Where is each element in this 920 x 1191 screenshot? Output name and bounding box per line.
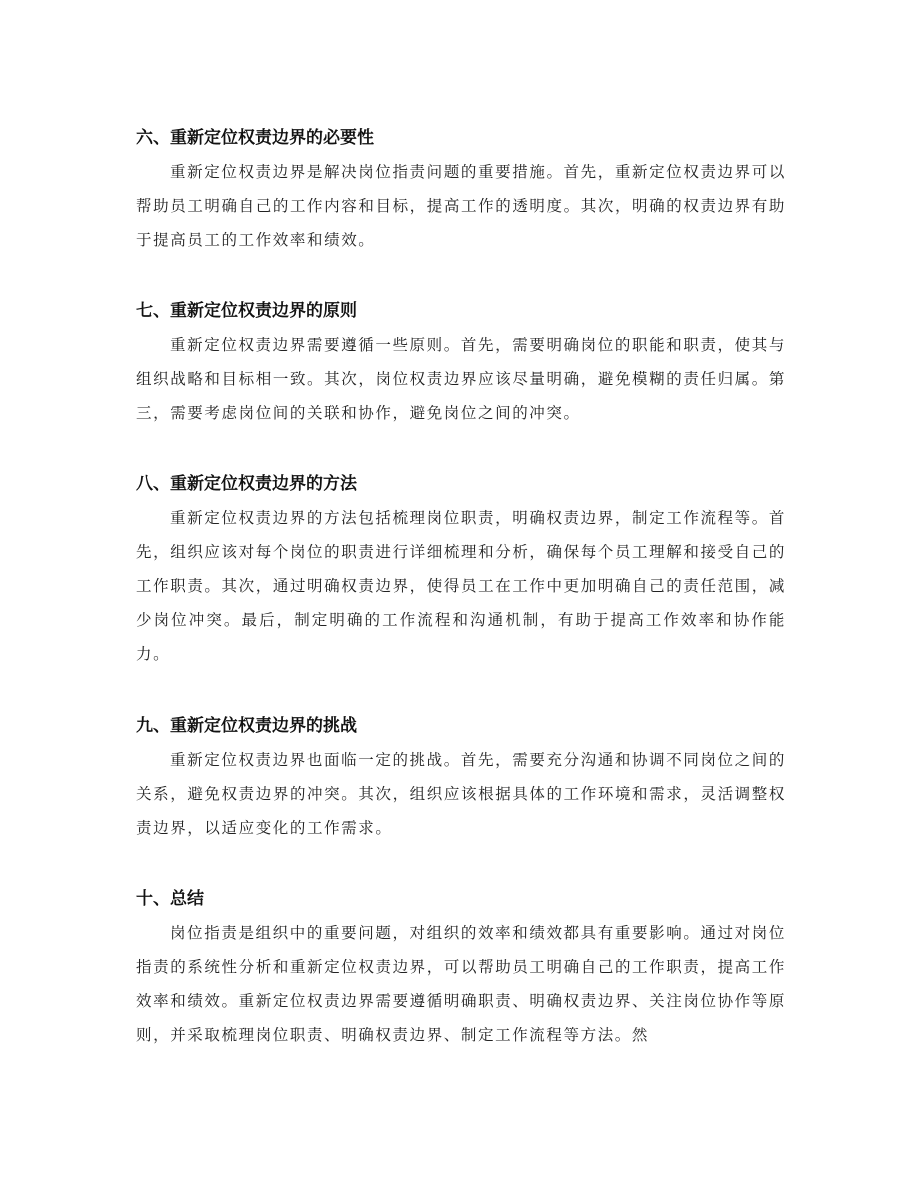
section-9-heading: 九、重新定位权责边界的挑战 bbox=[136, 716, 357, 737]
section-9-paragraph: 重新定位权责边界也面临一定的挑战。首先，需要充分沟通和协调不同岗位之间的关系，避免权责边界的冲突。其次，组织应该根据具体的工作环境和需求，灵活调整权责边界，以适应变化的工作需求。 bbox=[136, 751, 786, 837]
section-8-paragraph: 重新定位权责边界的方法包括梳理岗位职责，明确权责边界，制定工作流程等。首先，组织应该对每个岗位的职责进行详细梳理和分析，确保每个员工理解和接受自己的工作职责。其次，通过明确权责边界，使得员工在工作中更加明确自己的责任范围，减少岗位冲突。最后，制定明确的工作流程和沟通机制，有助于提高工作效率和协作能力。 bbox=[136, 509, 786, 663]
section-8-heading: 八、重新定位权责边界的方法 bbox=[136, 474, 357, 495]
section-6-heading: 六、重新定位权责边界的必要性 bbox=[136, 128, 374, 149]
section-7-paragraph: 重新定位权责边界需要遵循一些原则。首先，需要明确岗位的职能和职责，使其与组织战略和目标相一致。其次，岗位权责边界应该尽量明确，避免模糊的责任归属。第三，需要考虑岗位间的关联和协作，避免岗位之间的冲突。 bbox=[136, 336, 786, 422]
section-6-paragraph: 重新定位权责边界是解决岗位指责问题的重要措施。首先，重新定位权责边界可以帮助员工明确自己的工作内容和目标，提高工作的透明度。其次，明确的权责边界有助于提高员工的工作效率和绩效。 bbox=[136, 163, 786, 249]
section-10-heading: 十、总结 bbox=[136, 889, 204, 910]
section-10-paragraph: 岗位指责是组织中的重要问题，对组织的效率和绩效都具有重要影响。通过对岗位指责的系统性分析和重新定位权责边界，可以帮助员工明确自己的工作职责，提高工作效率和绩效。重新定位权责边界需要遵循明确职责、明确权责边界、关注岗位协作等原则，并采取梳理岗位职责、明确权责边界、制定工作流程等方法。然 bbox=[136, 924, 786, 1044]
section-7-heading: 七、重新定位权责边界的原则 bbox=[136, 301, 357, 322]
